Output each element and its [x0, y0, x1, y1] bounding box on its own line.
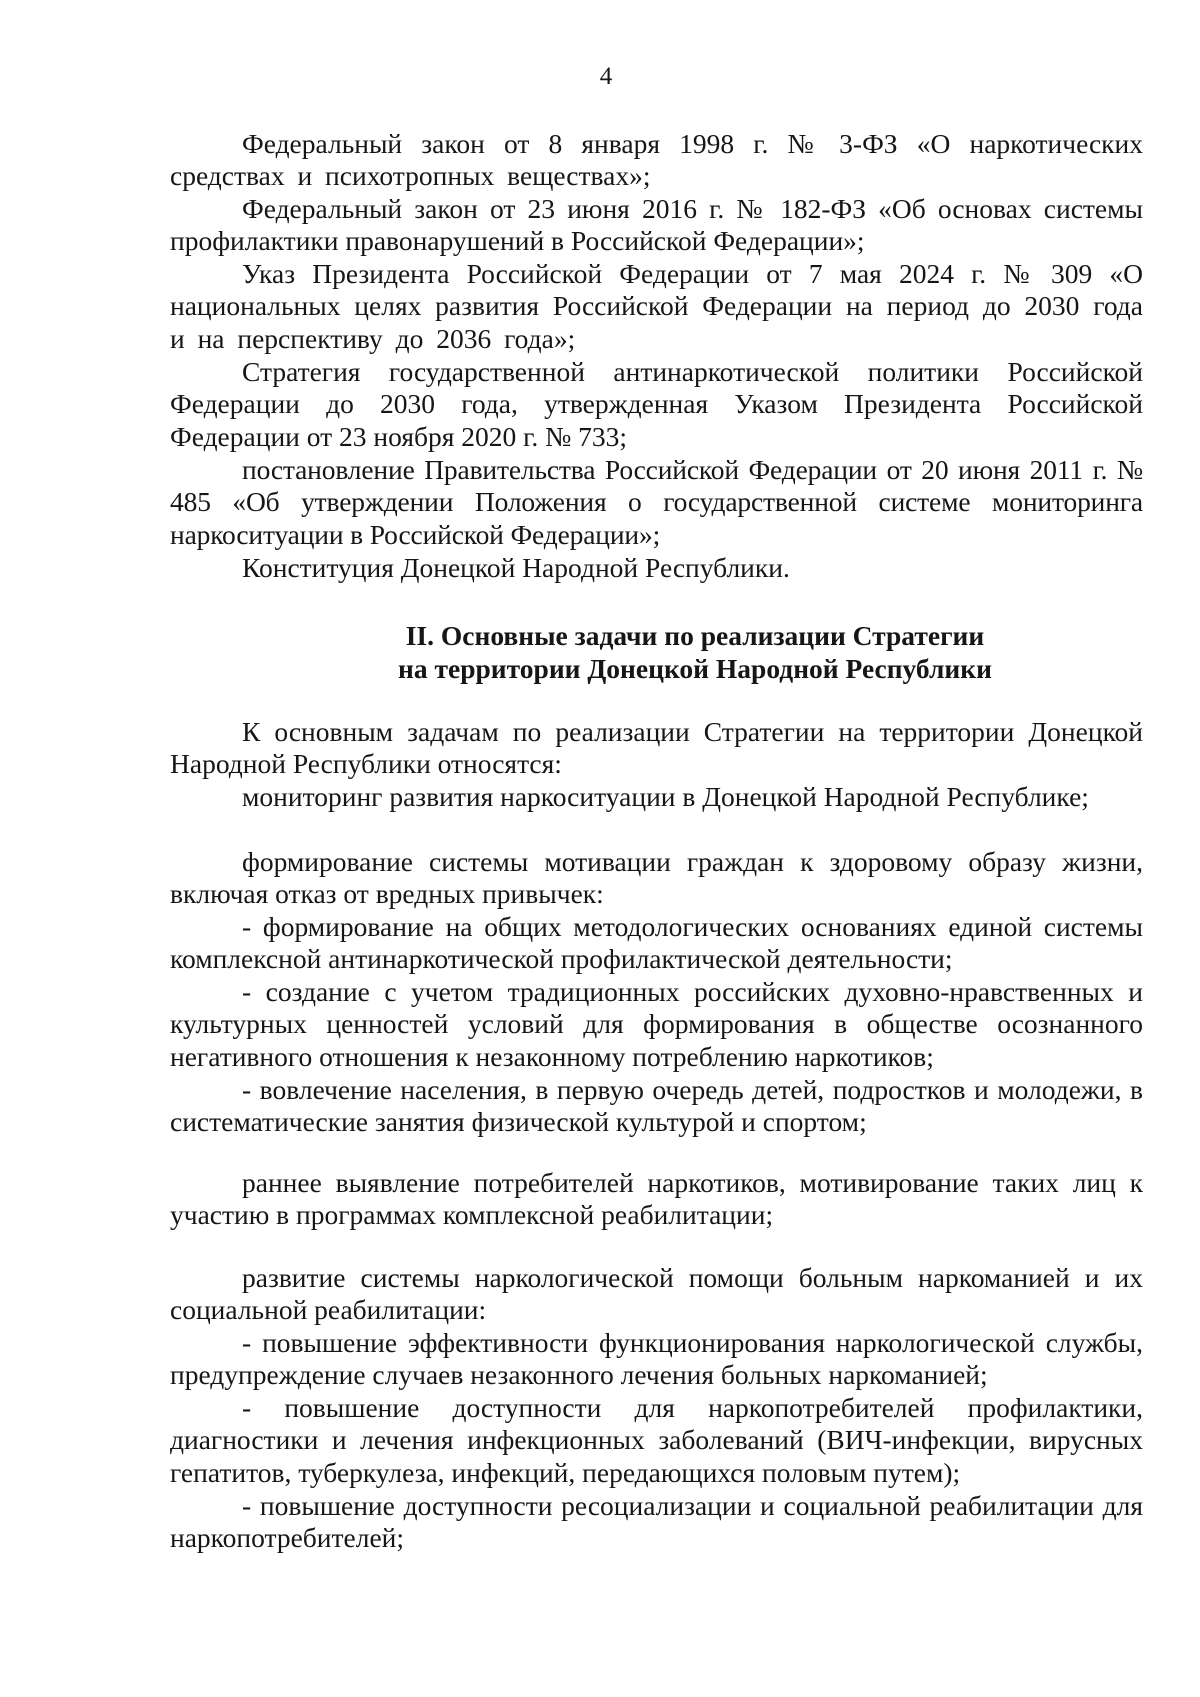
- list-item: - повышение доступности для наркопотребителей профилактики, диагностики и лечения инфекционных заболеваний (ВИЧ-инфекции, вирусных гепатитов, туберкулеза, инфекций, передающихся половым путем);: [170, 1392, 1143, 1488]
- section-paragraph: развитие системы наркологической помощи больным наркоманией и их социальной реабилитации:: [170, 1262, 1143, 1326]
- basis-item: постановление Правительства Российской Федерации от 20 июня 2011 г. № 485 «Об утверждении Положения о государственной системе мониторинга наркоситуации в Российской Федерации»;: [170, 454, 1143, 550]
- list-item: - формирование на общих методологических основаниях единой системы комплексной антинаркотической профилактической деятельности;: [170, 911, 1143, 975]
- basis-item: Федеральный закон от 8 января 1998 г. № 3-ФЗ «О наркотических средствах и психотропных веществах»;: [170, 128, 1143, 192]
- section-heading: [170, 619, 1200, 685]
- list-item: - вовлечение населения, в первую очередь детей, подростков и молодежи, в систематические занятия физической культурой и спортом;: [170, 1074, 1143, 1138]
- basis-item: Конституция Донецкой Народной Республики.: [242, 552, 790, 583]
- basis-item: Федеральный закон от 23 июня 2016 г. № 182-ФЗ «Об основах системы профилактики правонарушений в Российской Федерации»;: [170, 193, 1143, 257]
- list-item: - повышение эффективности функционирования наркологической службы, предупреждение случаев незаконного лечения больных наркоманией;: [170, 1327, 1143, 1391]
- section-paragraph: формирование системы мотивации граждан к здоровому образу жизни, включая отказ от вредных привычек:: [170, 846, 1143, 910]
- section-paragraph: раннее выявление потребителей наркотиков, мотивирование таких лиц к участию в программах комплексной реабилитации;: [170, 1167, 1143, 1231]
- section-heading-line: на территории Донецкой Народной Республики: [398, 653, 992, 684]
- section-heading-line: II. Основные задачи по реализации Стратегии: [405, 620, 985, 651]
- basis-item: Указ Президента Российской Федерации от 7 мая 2024 г. № 309 «О национальных целях развития Российской Федерации на период до 2030 года и на перспективу до 2036 года»;: [170, 258, 1143, 354]
- section-paragraph: К основным задачам по реализации Стратегии на территории Донецкой Народной Республики относятся:: [170, 716, 1143, 780]
- list-item: - создание с учетом традиционных российских духовно-нравственных и культурных ценностей условий для формирования в обществе осознанного негативного отношения к незаконному потреблению наркотиков;: [170, 976, 1143, 1072]
- list-item: - повышение доступности ресоциализации и социальной реабилитации для наркопотребителей;: [170, 1490, 1143, 1554]
- basis-item: Стратегия государственной антинаркотической политики Российской Федерации до 2030 года, утвержденная Указом Президента Российской Федерации от 23 ноября 2020 г. № 733;: [170, 356, 1143, 452]
- page-number: 4: [599, 63, 613, 90]
- section-paragraph: мониторинг развития наркоситуации в Донецкой Народной Республике;: [242, 781, 1089, 812]
